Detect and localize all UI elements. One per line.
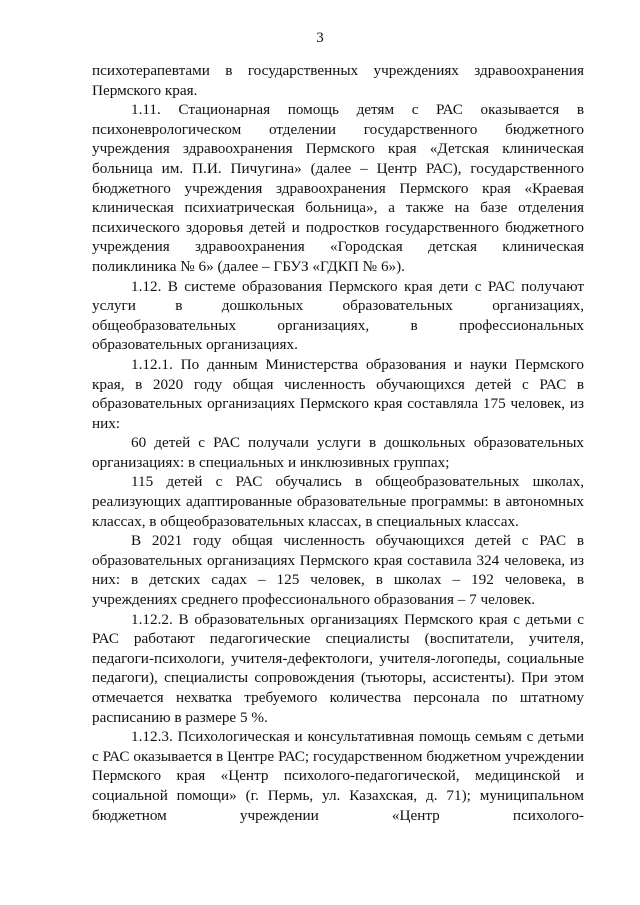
paragraph-continuation: психотерапевтами в государственных учреждениях здравоохранения Пермского края. [92, 62, 584, 99]
paragraph-1-12-1: 1.12.1. По данным Министерства образования и науки Пермского края, в 2020 году общая численность обучающихся детей с РАС в образовательных организациях Пермского края составляла 175 человек, из них: [92, 355, 584, 432]
paragraph-1-12-2: 1.12.2. В образовательных организациях Пермского края с детьми с РАС работают педагогические специалисты (воспитатели, учителя, педагоги-психологи, учителя-дефектологи, учителя-логопеды, социальные педагоги), специалисты сопровождения (тьюторы, ассистенты). При этом отмечается нехватка требуемого количества персонала по штатному расписанию в размере 5 %. [92, 610, 584, 726]
document-body [92, 61, 584, 825]
paragraph-1-11: 1.11. Стационарная помощь детям с РАС оказывается в психоневрологическом отделении государственного бюджетного учреждения здравоохранения Пермского края «Детская клиническая больница им. П.И. Пичугина» (далее – Центр РАС), государственного бюджетного учреждения здравоохранения Пермского края «Краевая клиническая психиатрическая больница», а также на базе отделения психического здоровья детей и подростков государственного бюджетного учреждения здравоохранения «Городская детская клиническая поликлиника № 6» (далее – ГБУЗ «ГДКП № 6»). [92, 101, 584, 275]
page-number: 3 [316, 30, 324, 46]
paragraph-2021-stats: В 2021 году общая численность обучающихся детей с РАС в образовательных организациях Пермского края составила 324 человека, из них: в детских садах – 125 человек, в школах – 192 человека, в учреждениях среднего профессионального образования – 7 человек. [92, 532, 584, 609]
paragraph-preschool-stats: 60 детей с РАС получали услуги в дошкольных образовательных организациях: в специальных и инклюзивных группах; [92, 434, 584, 471]
paragraph-1-12: 1.12. В системе образования Пермского края дети с РАС получают услуги в дошкольных образовательных организациях, общеобразовательных организациях, в профессиональных образовательных организациях. [92, 277, 584, 354]
paragraph-1-12-3: 1.12.3. Психологическая и консультативная помощь семьям с детьми с РАС оказывается в Центре РАС; государственном бюджетном учреждении Пермского края «Центр психолого-педагогической, медицинской и социальной помощи» (г. Пермь, ул. Казахская, д. 71); муниципальном бюджетном учреждении «Центр психолого- [92, 728, 584, 824]
paragraph-school-stats: 115 детей с РАС обучались в общеобразовательных школах, реализующих адаптированные образовательные программы: в автономных классах, в общеобразовательных классах, в специальных классах. [92, 473, 584, 530]
